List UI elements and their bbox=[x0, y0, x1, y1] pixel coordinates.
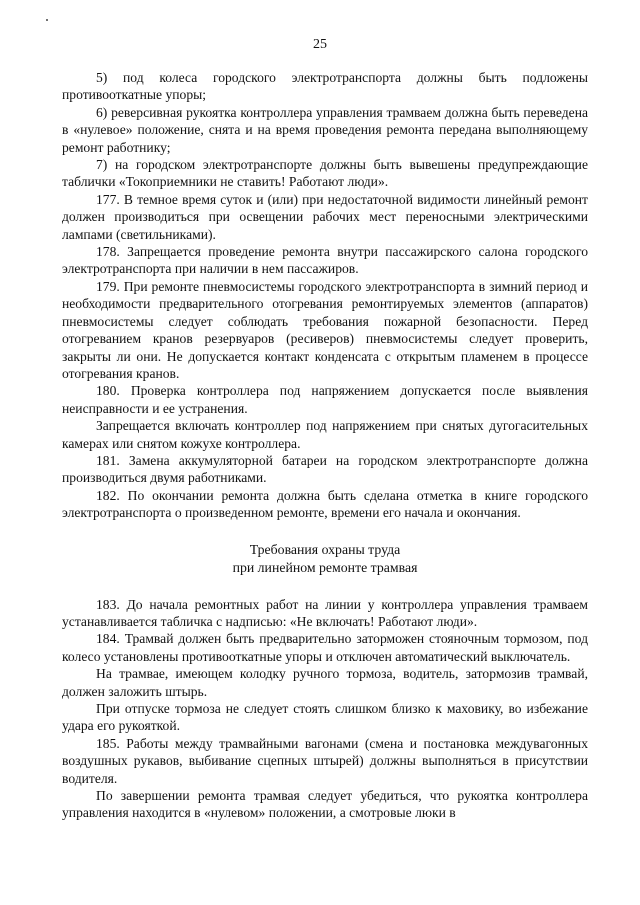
paragraph-182: 182. По окончании ремонта должна быть сделана отметка в книге городского электротранспорта о произведенном ремонте, времени его начала и окончания. bbox=[62, 487, 588, 521]
paragraph-179: 179. При ремонте пневмосистемы городского электротранспорта в зимний период и необходимости предварительного отогревания ремонтируемых элементов (аппаратов) пневмосистемы следует соблюдать требования пожарной безопасности. Перед отогреванием кранов резервуаров (ресиверов) пневмосистемы следует проверить, закрыты ли они. Не допускается контакт конденсата с открытым пламенем в процессе отогревания кранов. bbox=[62, 278, 588, 381]
page-number: 25 bbox=[313, 37, 327, 52]
paragraph-185: 185. Работы между трамвайными вагонами (смена и постановка междувагонных воздушных рукавов, выбивание сцепных штырей) должны выполняться в присутствии водителя. bbox=[62, 735, 588, 786]
scan-speck bbox=[46, 19, 48, 21]
paragraph-184: 184. Трамвай должен быть предварительно заторможен стояночным тормозом, под колесо установлены противооткатные упоры и отключен автоматический выключатель. bbox=[62, 631, 588, 664]
paragraph-185-completion: По завершении ремонта трамвая следует убедиться, что рукоятка контроллера управления находится в «нулевом» положении, а смотровые люки в bbox=[62, 788, 588, 821]
paragraph-178: 178. Запрещается проведение ремонта внутри пассажирского салона городского электротранспорта при наличии в нем пассажиров. bbox=[62, 244, 588, 277]
paragraph-180-continued: Запрещается включать контроллер под напряжением при снятых дугогасительных камерах или снятом кожухе контроллера. bbox=[62, 418, 588, 451]
paragraph-item-6: 6) реверсивная рукоятка контроллера управления трамваем должна быть переведена в «нулевое» положение, снята и на время проведения ремонта передана выполняющему ремонт работнику; bbox=[62, 104, 588, 155]
paragraph-item-7: 7) на городском электротранспорте должны быть вывешены предупреждающие таблички «Токоприемники не ставить! Работают люди». bbox=[62, 157, 588, 190]
section-heading bbox=[62, 541, 588, 577]
paragraph-184-release: При отпуске тормоза не следует стоять слишком близко к маховику, во избежание удара его рукояткой. bbox=[62, 701, 588, 734]
paragraph-item-5: 5) под колеса городского электротранспорта должны быть подложены противооткатные упоры; bbox=[62, 70, 588, 103]
paragraph-181: 181. Замена аккумуляторной батареи на городском электротранспорте должна производиться двумя работниками. bbox=[62, 452, 588, 486]
page-content bbox=[62, 69, 588, 822]
section-title-line-2: при линейном ремонте трамвая bbox=[232, 559, 418, 575]
paragraph-183: 183. До начала ремонтных работ на линии у контроллера управления трамваем устанавливается табличка с надписью: «Не включать! Работают люди». bbox=[62, 596, 588, 629]
section-title-line-1: Требования охраны труда bbox=[249, 541, 401, 557]
paragraph-184-handbrake: На трамвае, имеющем колодку ручного тормоза, водитель, затормозив трамвай, должен заложить штырь. bbox=[62, 666, 588, 699]
paragraph-177: 177. В темное время суток и (или) при недостаточной видимости линейный ремонт должен производиться при освещении рабочих мест переносными электрическими лампами (светильниками). bbox=[62, 191, 588, 242]
paragraph-180: 180. Проверка контроллера под напряжением допускается после выявления неисправности и ее устранения. bbox=[62, 383, 588, 416]
